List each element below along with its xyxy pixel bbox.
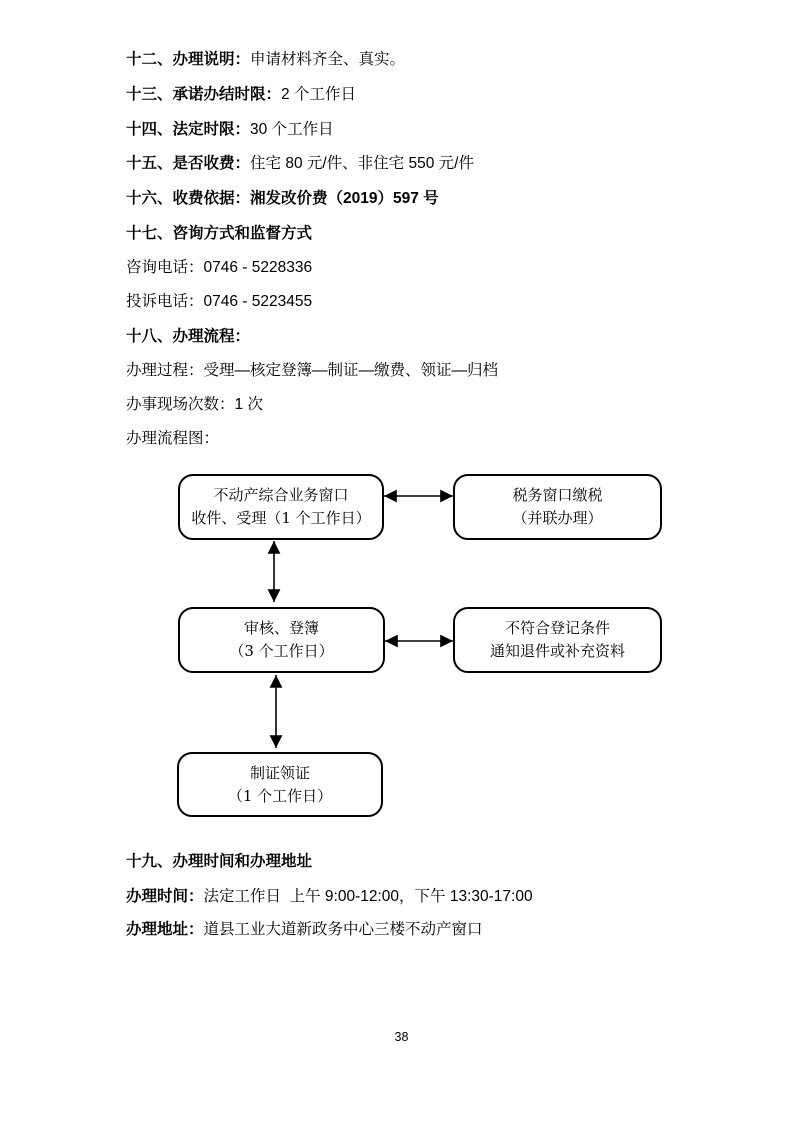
site-visits-value: 1 次 — [234, 396, 263, 413]
item-19-heading: 十九、办理时间和办理地址 — [126, 853, 313, 870]
item-12-value: 申请材料齐全、真实。 — [250, 51, 406, 68]
flowchart-caption-label: 办理流程图： — [126, 430, 220, 447]
process-label: 办理过程： — [126, 362, 204, 379]
flowchart-box-receive — [178, 474, 384, 540]
box-review-line2: （3 个工作日） — [229, 642, 334, 660]
flowchart-box-issue — [177, 752, 383, 817]
box-reject-line1: 不符合登记条件 — [504, 619, 610, 637]
box-review-line1: 审核、登簿 — [243, 619, 319, 637]
item-12-label: 十二、办理说明： — [126, 51, 251, 68]
box-tax-line1: 税务窗口缴税 — [512, 486, 603, 504]
process-value: 受理—核定登簿—制证—缴费、领证—归档 — [203, 362, 499, 379]
item-15-value: 住宅 80 元/件、非住宅 550 元/件 — [250, 155, 474, 172]
flowchart-box-reject — [453, 607, 662, 673]
item-16-label: 十六、收费依据： — [126, 190, 251, 207]
office-address-value: 道县工业大道新政务中心三楼不动产窗口 — [203, 921, 483, 938]
flowchart-box-tax — [453, 474, 662, 540]
consult-phone-label: 咨询电话： — [126, 259, 204, 276]
page-number: 38 — [394, 1030, 409, 1044]
consult-phone-value: 0746 - 5228336 — [203, 259, 313, 276]
line-office-address — [126, 919, 483, 941]
item-15-label: 十五、是否收费： — [126, 155, 251, 172]
box-receive-line2: 收件、受理（1 个工作日） — [191, 509, 371, 527]
item-16-value: 湘发改价费（2019）597 号 — [250, 190, 439, 207]
box-receive-line1: 不动产综合业务窗口 — [213, 486, 349, 504]
office-time-label: 办理时间： — [126, 888, 204, 905]
item-13-value: 2 个工作日 — [281, 86, 356, 103]
item-13-label: 十三、承诺办结时限： — [126, 86, 282, 103]
complaint-phone-value: 0746 - 5223455 — [203, 293, 313, 310]
flowchart-box-review — [178, 607, 385, 673]
item-17-heading: 十七、咨询方式和监督方式 — [126, 225, 313, 242]
line-office-time — [126, 886, 533, 908]
line-item-19 — [126, 851, 312, 873]
site-visits-label: 办事现场次数： — [126, 396, 235, 413]
item-18-heading: 十八、办理流程： — [126, 328, 251, 345]
item-14-value: 30 个工作日 — [250, 121, 334, 138]
office-address-label: 办理地址： — [126, 921, 204, 938]
box-issue-line2: （1 个工作日） — [227, 786, 333, 805]
box-reject-line2: 通知退件或补充资料 — [489, 642, 625, 660]
complaint-phone-label: 投诉电话： — [126, 293, 204, 310]
box-tax-line2: （并联办理） — [512, 509, 603, 527]
item-14-label: 十四、法定时限： — [126, 121, 251, 138]
office-time-value: 法定工作日 上午 9:00-12:00，下午 13:30-17:00 — [203, 888, 533, 905]
box-issue-line1: 制证领证 — [249, 763, 310, 782]
